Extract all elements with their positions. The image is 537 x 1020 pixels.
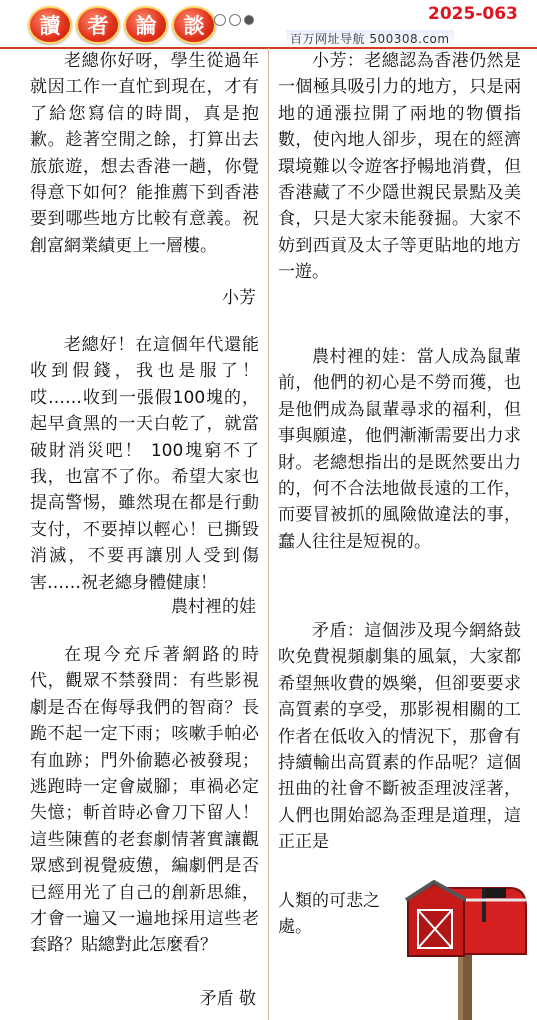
letter-signature: 小芳 — [222, 288, 256, 308]
letter-signature: 農村裡的娃 — [171, 597, 256, 617]
title-char: 談 — [172, 6, 216, 44]
issue-number: 2025-063 — [428, 4, 518, 24]
reply-body: 小芳：老總認為香港仍然是一個極具吸引力的地方，只是兩地的通漲拉開了兩地的物價指數，使內地人卻步，現在的經濟環境難以令遊客抒暢地消費，但香港藏了不少隱世親民景點及美食，只是大家未能發掘。大家不妨到西貢及太子等更貼地的地方一遊。 — [278, 51, 521, 283]
mailbox-icon — [402, 880, 532, 1020]
letter-body: 在現今充斥著網路的時代，觀眾不禁發問：有些影視劇是否在侮辱我們的智商？長跪不起一定下雨；咳嗽手帕必有血跡；門外偷聽必被發現；逃跑時一定會崴腳；車禍必定失憶；斬首時必會刀下留人！這些陳舊的老套劇情著實讓觀眾感到視覺疲憊，編劇們是否已經用光了自己的創新思維，才會一遍又一遍地採用這些老套路？貼總對此怎麼看？ — [30, 645, 259, 956]
letter-body: 老總好！在這個年代還能收到假錢，我也是服了！哎……收到一張假100塊的，起早貪黑的一天白乾了，就當破財消災吧！ 100塊窮不了我，也富不了你。希望大家也提高警惕，雖然現在都是行動支付，不要掉以輕心！已撕毀消滅，不要再讓別人受到傷害……祝老總身體健康！ — [30, 335, 259, 593]
page-dots-icon — [214, 14, 254, 26]
editor-reply-3 — [278, 618, 521, 856]
reply-body: 人類的可悲之處。 — [278, 891, 380, 938]
editor-reply-3-end — [278, 888, 406, 941]
reply-body: 矛盾：這個涉及現今網絡鼓吹免費視頻劇集的風氣，大家都希望無收費的娛樂，但卻要要求高質素的享受，那影視相關的工作者在低收入的情況下，那會有持續輸出高質素的作品呢？這個扭曲的社會不斷被歪理波淫著，人們也開始認為歪理是道理，這正正是 — [278, 621, 521, 853]
section-title — [28, 6, 216, 44]
reader-letter-1 — [30, 48, 259, 259]
site-watermark: 百万网址导航 500308.com — [286, 30, 454, 47]
column-divider — [268, 48, 269, 1020]
letter-signature: 矛盾 敬 — [199, 989, 256, 1009]
letter-body: 老總你好呀，學生從過年就因工作一直忙到現在，才有了給您寫信的時間，真是抱歉。趁著空閒之餘，打算出去旅旅遊，想去香港一趟，你覺得意下如何？能推薦下到香港要到哪些地方比較有意義。祝創富網業績更上一層樓。 — [30, 51, 259, 256]
title-char: 論 — [124, 6, 168, 44]
title-char: 者 — [76, 6, 120, 44]
reply-body: 農村裡的娃：當人成為鼠輩前，他們的初心是不勞而獲，也是他們成為鼠輩尋求的福利，但事與願違，他們漸漸需要出力求財。老總想指出的是既然要出力的，何不合法地做長遠的工作，而要冒被抓的風險做違法的事，蠢人往往是短視的。 — [278, 347, 521, 552]
title-char: 讀 — [28, 6, 72, 44]
reader-letter-3 — [30, 642, 259, 959]
editor-reply-1 — [278, 48, 521, 286]
editor-reply-2 — [278, 344, 521, 555]
reader-letter-2 — [30, 332, 259, 596]
header — [0, 0, 537, 48]
